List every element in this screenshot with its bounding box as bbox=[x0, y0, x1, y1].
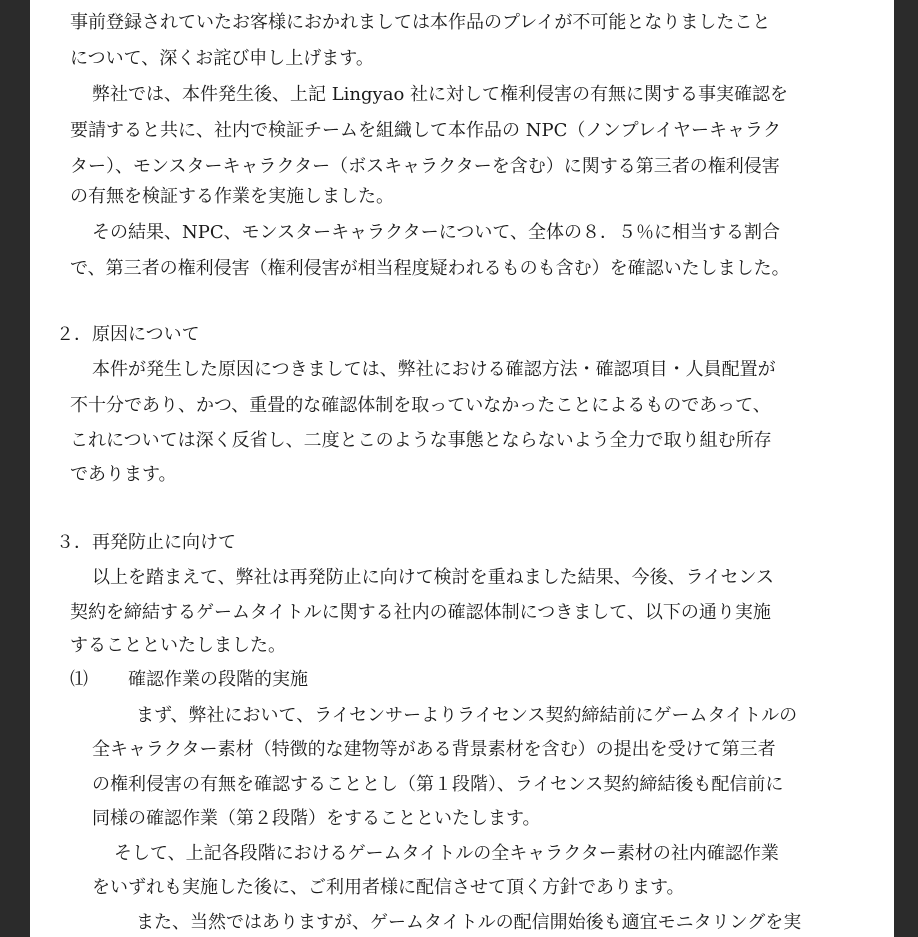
paragraph-line: 弊社では、本件発生後、上記 Lingyao 社に対して権利侵害の有無に関する事実確認を bbox=[92, 84, 789, 105]
paragraph-line: をいずれも実施した後に、ご利用者様に配信させて頂く方針であります。 bbox=[92, 877, 685, 898]
paragraph-line: 要請すると共に、社内で検証チームを組織して本作品の NPC（ノンプレイヤーキャラク bbox=[70, 120, 782, 141]
paragraph-line: 以上を踏まえて、弊社は再発防止に向けて検討を重ねました結果、今後、ライセンス bbox=[92, 567, 775, 588]
paragraph-line: 不十分であり、かつ、重畳的な確認体制を取っていなかったことによるものであって、 bbox=[70, 395, 771, 416]
paragraph-line: 契約を締結するゲームタイトルに関する社内の確認体制につきまして、以下の通り実施 bbox=[70, 602, 771, 623]
section-heading-prevention: ３．再発防止に向けて bbox=[56, 532, 236, 553]
paragraph-line: で、第三者の権利侵害（権利侵害が相当程度疑われるものも含む）を確認いたしました。 bbox=[70, 258, 790, 279]
subsection-title: 確認作業の段階的実施 bbox=[128, 669, 308, 690]
paragraph-line: そして、上記各段階におけるゲームタイトルの全キャラクター素材の社内確認作業 bbox=[114, 843, 779, 864]
document-text bbox=[30, 0, 894, 937]
subsection-number: ⑴ bbox=[70, 669, 88, 690]
paragraph-line: 全キャラクター素材（特徴的な建物等がある背景素材を含む）の提出を受けて第三者 bbox=[92, 739, 776, 760]
paragraph-line: 事前登録されていたお客様におかれましては本作品のプレイが不可能となりましたこと bbox=[70, 12, 771, 33]
paragraph-line: ター）、モンスターキャラクター（ボスキャラクターを含む）に関する第三者の権利侵害 bbox=[70, 156, 780, 177]
viewer-right-edge bbox=[894, 0, 918, 937]
paragraph-line: これについては深く反省し、二度とこのような事態とならないよう全力で取り組む所存 bbox=[70, 430, 772, 451]
paragraph-line: 同様の確認作業（第２段階）をすることといたします。 bbox=[92, 808, 541, 829]
document-page bbox=[30, 0, 894, 937]
paragraph-line: の有無を検証する作業を実施しました。 bbox=[70, 186, 394, 207]
paragraph-line: まず、弊社において、ライセンサーよりライセンス契約締結前にゲームタイトルの bbox=[136, 705, 798, 726]
paragraph-line: 本件が発生した原因につきましては、弊社における確認方法・確認項目・人員配置が bbox=[92, 359, 776, 380]
paragraph-line: について、深くお詫び申し上げます。 bbox=[70, 48, 374, 69]
section-heading-causes: ２．原因について bbox=[56, 324, 200, 345]
paragraph-line: の権利侵害の有無を確認することとし（第１段階）、ライセンス契約締結後も配信前に bbox=[92, 774, 784, 795]
paragraph-line: その結果、NPC、モンスターキャラクターについて、全体の８．５％に相当する割合 bbox=[92, 222, 781, 243]
paragraph-line: また、当然ではありますが、ゲームタイトルの配信開始後も適宜モニタリングを実 bbox=[136, 912, 802, 933]
paragraph-line: することといたしました。 bbox=[70, 635, 286, 656]
paragraph-line: であります。 bbox=[70, 464, 177, 485]
